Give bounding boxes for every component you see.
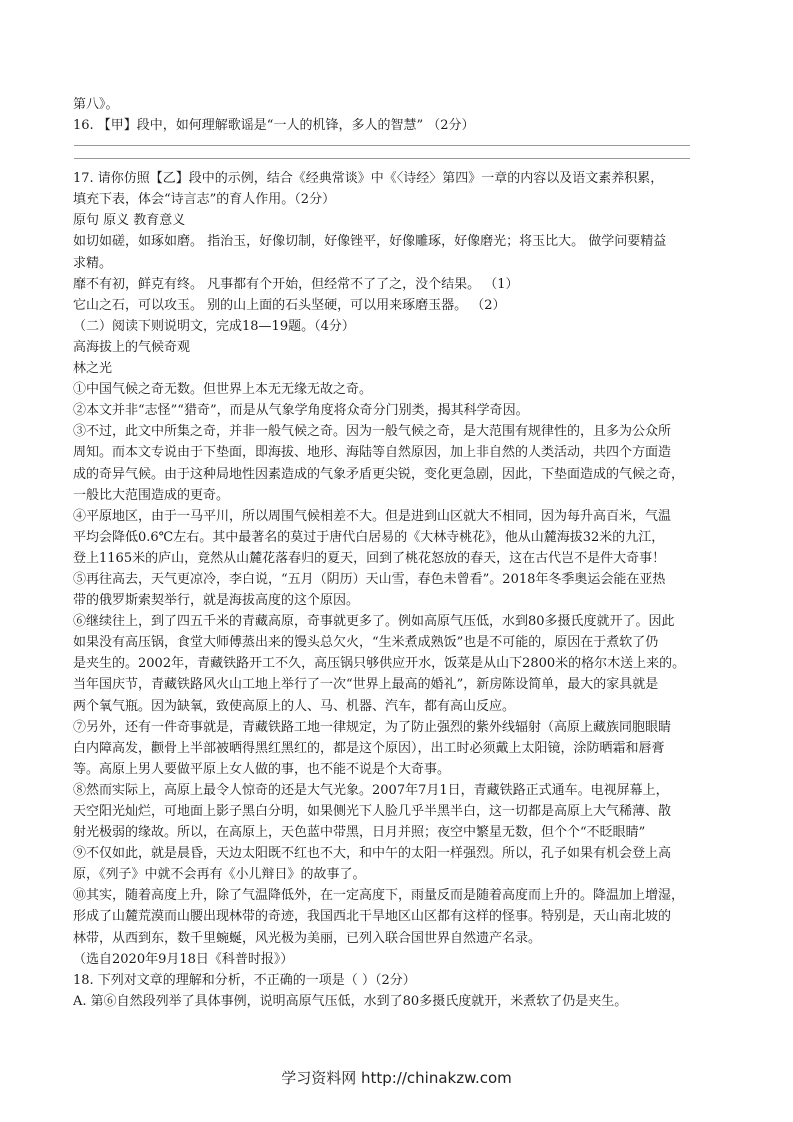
text-line: 形成了山麓荒漠而山腰出现林带的奇迹，我国西北干旱地区山区都有这样的怪事。特别是，天山南北坡的 — [73, 909, 672, 925]
text-line: ⑦另外，还有一件奇事就是，青藏铁路工地一律规定，为了防止强烈的紫外线辐射（高原上藏族同胞眼睛 — [73, 719, 672, 735]
text-line: 靡不有初，鲜克有终。 凡事都有个开始，但经常不了了之，没个结果。 （1） — [73, 276, 519, 292]
text-line: ②本文并非“志怪”“猎奇”，而是从气象学角度将众奇分门别类，揭其科学奇因。 — [73, 403, 529, 419]
text-line: 如果没有高压锅，食堂大师傅蒸出来的馒头总欠火，“生米煮成熟饭”也是不可能的，原因在于煮软了仍 — [73, 635, 659, 651]
text-line: ⑩其实，随着高度上升，除了气温降低外，在一定高度下，雨量反而是随着高度而上升的。降温加上增湿， — [73, 888, 685, 904]
text-line: 一般比大范围造成的更奇。 — [73, 487, 230, 503]
text-line: 白内障高发，颧骨上半部被晒得黑红黑红的，都是这个原因），出工时必须戴上太阳镜，涂防晒霜和唇膏 — [73, 740, 665, 756]
text-line: 成的奇异气候。由于这种局地性因素造成的气象矛盾更尖锐，变化更急剧，因此，下垫面造成的气候之奇， — [73, 466, 685, 482]
text-line: 如切如磋，如琢如磨。 指治玉，好像切制，好像锉平，好像雕琢，好像磨光；将玉比大。 做学问要精益 — [73, 234, 667, 250]
text-line: 求精。 — [73, 255, 113, 271]
text-line: ⑨不仅如此，就是晨昏，天边太阳既不红也不大，和中午的太阳一样强烈。所以，孔子如果有机会登上高 — [73, 846, 672, 862]
text-line: 是夹生的。2002年，青藏铁路开工不久，高压锅只够供应开水，饭菜是从山下2800米的格尔木送上来的。 — [73, 656, 686, 672]
text-line: 带的俄罗斯索契举行，就是海拔高度的这个原因。 — [73, 593, 360, 609]
document-body — [73, 94, 723, 1012]
text-line: 它山之石，可以攻玉。 别的山上面的石头坚硬，可以用来琢磨玉器。 （2） — [73, 297, 506, 313]
text-line: 射光极弱的缘故。所以，在高原上，天色蓝中带黑，日月并照；夜空中繁星无数，但个个“不眨眼睛” — [73, 825, 646, 841]
text-line: ⑥继续往上，到了四五千米的青藏高原，奇事就更多了。例如高原气压低，水到80多摄氏度就开了。因此 — [73, 614, 675, 630]
text-line: 周知。而本文专说由于下垫面，即海拔、地形、海陆等自然原因，加上非自然的人类活动，共四个方面造 — [73, 445, 672, 461]
question-16: 16. 【甲】段中，如何理解歌谣是“一人的机锋，多人的智慧” （2分） — [73, 118, 475, 134]
text-line: ⑤再往高去，天气更凉冷，李白说，“五月（阴历）天山雪，春色未曾看”。2018年冬季奥运会能在亚热 — [73, 571, 666, 587]
text-line: 填充下表，体会“诗言志”的育人作用。（2分） — [73, 192, 336, 208]
passage-text — [73, 168, 723, 1012]
text-line: A. 第⑥自然段列举了具体事例，说明高原气压低，水到了80多摄氏度就开，米煮软了仍是夹生。 — [73, 993, 628, 1009]
text-line: （选自2020年9月18日《科普时报》） — [73, 951, 294, 967]
text-line: ④平原地区，由于一马平川，所以周围气候相差不大。但是进到山区就大不相同，因为每升高百米，气温 — [73, 508, 672, 524]
text-line: 林带，从西到东，数千里蜿蜒，风光极为美丽，已列入联合国世界自然遗产名录。 — [73, 930, 542, 946]
text-line: ⑧然而实际上，高原上最令人惊奇的还是大气光象。2007年7月1日，青藏铁路正式通车。电视屏幕上， — [73, 782, 669, 798]
text-line: 平均会降低0.6℃左右。其中最著名的莫过于唐代白居易的《大林寺桃花》，他从山麓海拔32米的九江， — [73, 529, 665, 545]
text-line: 17. 请你仿照【乙】段中的示例，结合《经典常谈》中《〈诗经〉第四》一章的内容以及语文素养积累， — [73, 171, 664, 187]
text-line: 等。高原上男人要做平原上女人做的事，也不能不说是个大奇事。 — [73, 761, 451, 777]
text-line: 高海拔上的气候奇观 — [73, 339, 191, 355]
text-line: 当年国庆节，青藏铁路风火山工地上举行了一次“世界上最高的婚礼”，新房陈设简单，最大的家具就是 — [73, 677, 659, 693]
site-footer: 学习资料网 http://chinakzw.com — [281, 1069, 512, 1087]
text-line: 天空阳光灿烂，可地面上影子黑白分明，如果侧光下人脸几乎半黑半白，这一切都是高原上大气稀薄、散 — [73, 804, 672, 819]
text-line: （二）阅读下则说明文，完成18—19题。（4分） — [73, 318, 355, 334]
text-line: ③不过，此文中所集之奇，并非一般气候之奇。因为一般气候之奇，是大范围有规律性的，且多为公众所 — [73, 424, 672, 440]
text-line: 原，《列子》中就不会再有《小儿辩日》的故事了。 — [73, 867, 366, 883]
text-line: 登上1165米的庐山，竟然从山麓花落春归的夏天，回到了桃花怒放的春天，这在古代岂不是件大奇事！ — [73, 550, 666, 566]
text-line: 林之光 — [73, 361, 113, 377]
text-line: 第八》。 — [73, 97, 119, 112]
text-line: ①中国气候之奇无数。但世界上本无无缘无故之奇。 — [73, 382, 373, 398]
text-line: 原句 原义 教育意义 — [73, 213, 186, 229]
text-line: 两个氧气瓶。因为缺氧，致使高原上的人、马、机器、汽车，都有高山反应。 — [73, 698, 516, 714]
text-line: 18. 下列对文章的理解和分析，不正确的一项是（ ）（2分） — [73, 972, 416, 988]
